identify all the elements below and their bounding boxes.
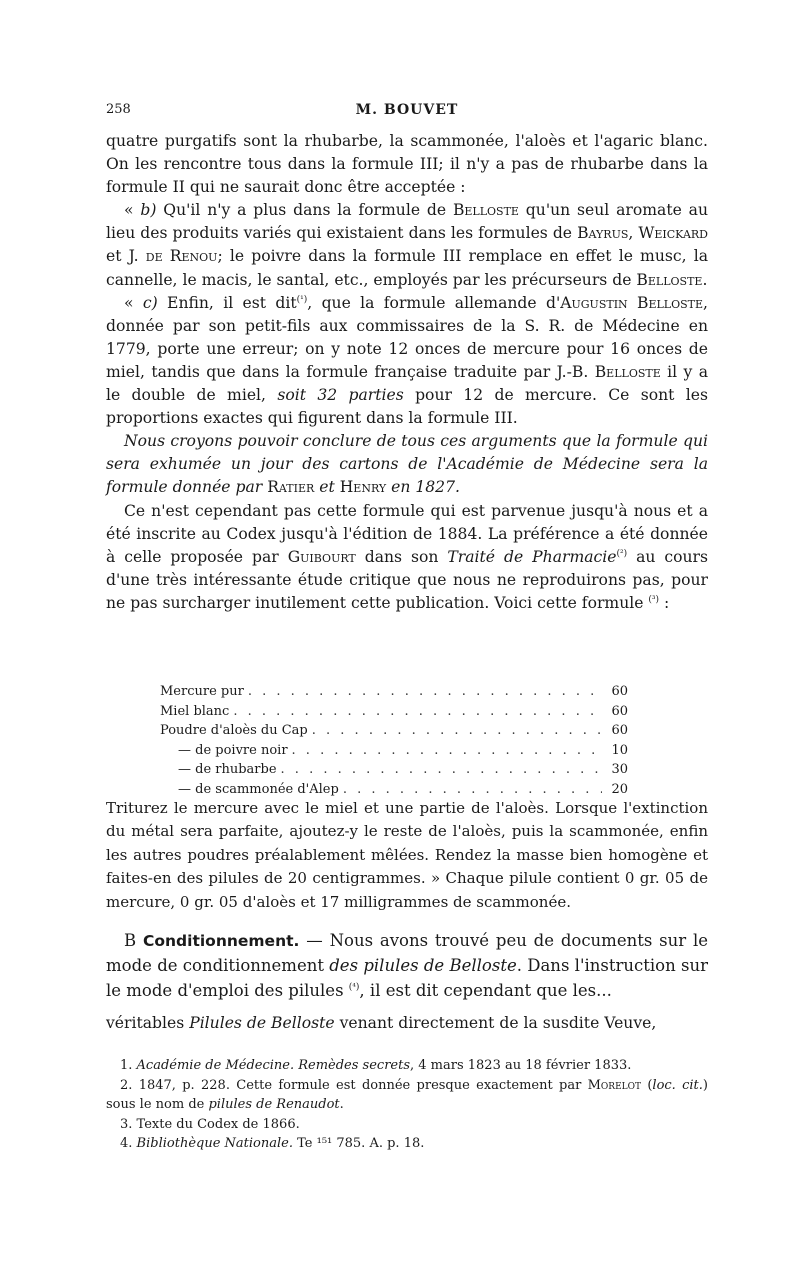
footnote-ref: (⁴) [348, 982, 360, 993]
text-run: et [314, 478, 340, 497]
text-run: Te ¹⁵¹ 785. A. p. 18. [292, 1136, 425, 1151]
ingredient-name: — de rhubarbe [178, 762, 277, 777]
italic-text: Bibliothèque Nationale. [136, 1136, 293, 1151]
ingredient-name: Poudre d'aloès du Cap [160, 723, 308, 738]
author-name: Belloste [636, 270, 703, 289]
main-text [106, 130, 708, 615]
text-run: il y a le double de miel, [106, 362, 709, 405]
ingredient-quantity: 60 [611, 684, 628, 699]
conditioning-section [106, 929, 708, 1003]
author-name: de Renou [145, 247, 218, 266]
text-run: et J. [106, 247, 146, 266]
text-run: pour 12 de mercure. Ce sont les proportions exactes qui figurent dans la formule III. [106, 386, 708, 428]
text-run: Qu'il n'y a plus dans la formule de [156, 201, 453, 220]
footnote-number: 1. [120, 1058, 133, 1073]
section-heading: Conditionnement. [142, 932, 300, 950]
recipe-row [160, 682, 628, 702]
recipe-row [160, 760, 628, 780]
continuation-line [106, 1012, 708, 1034]
conditioning-paragraph [106, 929, 708, 1003]
item-label-b: b) [140, 201, 157, 220]
text-run: ( [641, 1077, 653, 1093]
text-run: , donnée par son petit-fils aux commissaires de la S. R. de Médecine en 1779, porte une erreur; on y note 12 onces de mercure pour 16 onces de miel, tandis que dans la formule française traduite par J.-B. [106, 293, 708, 381]
text-run: — Nous avons trouvé peu de documents sur le mode de conditionnement [106, 931, 709, 975]
italic-text: des pilules de Belloste [329, 955, 517, 975]
instructions-text: Triturez le mercure avec le miel et une partie de l'aloès. Lorsque l'extinction du métal sera parfaite, ajoutez-y le reste de l'aloès, puis la scammonée, enfin les autres poudres préalablement mêlées. Rendez la masse bien homogène et faites-en des pilules de 20 centigrammes. » Chaque pilule contient 0 gr. 05 de mercure, 0 gr. 05 d'aloès et 17 milligrammes de scammonée. [106, 799, 708, 911]
footnote-ref: (¹) [296, 294, 308, 305]
dot-leader [281, 760, 602, 780]
footnote-2 [106, 1076, 708, 1115]
text-run: dans son [355, 547, 448, 566]
text-run: ) sous le nom de [106, 1077, 708, 1112]
italic-text: soit 32 parties [277, 386, 404, 405]
text-run: venant directement de la susdite Veuve, [334, 1014, 657, 1032]
preparation-instructions [106, 797, 708, 914]
footnote-number: 4. [120, 1136, 133, 1151]
author-name: Ratier [267, 478, 315, 497]
paragraph-5 [106, 500, 708, 615]
paragraph-4-conclusion [106, 430, 708, 499]
text-run: , 4 mars 1823 au 18 février 1833. [410, 1058, 632, 1073]
dot-leader [233, 702, 602, 722]
quote-mark: « [124, 201, 141, 220]
footnote-3 [106, 1115, 708, 1135]
dot-leader [292, 741, 602, 761]
text-run: , il est dit cependant que les... [359, 980, 612, 1000]
recipe-table [160, 682, 628, 799]
italic-text: pilules de Renaudot [208, 1097, 340, 1112]
text-run: Texte du Codex de 1866. [136, 1116, 300, 1132]
footnote-ref: (³) [648, 594, 660, 605]
text-run: . Dans l'instruction sur le mode d'emploi des pilules [106, 955, 708, 1000]
ingredient-name: — de poivre noir [178, 742, 288, 758]
page-number: 258 [106, 102, 131, 117]
ingredient-name: Mercure pur [160, 684, 244, 699]
italic-text: loc. cit. [652, 1077, 703, 1093]
author-name: Morelot [587, 1077, 642, 1093]
text-run: , [628, 224, 639, 243]
footnote-1 [106, 1056, 708, 1076]
footnote-ref: (²) [616, 548, 628, 559]
footnote-number: 2. [120, 1077, 133, 1093]
ingredient-quantity: 30 [611, 762, 628, 777]
text-run: Ce n'est cependant pas cette formule qui est parvenue jusqu'à nous et a été inscrite au Codex jusqu'à l'édition de 1884. La préférence a été donnée à celle proposée par [106, 501, 708, 566]
dot-leader [248, 682, 602, 702]
page-header [106, 102, 708, 124]
italic-text: Académie de Médecine. Remèdes secrets [136, 1058, 410, 1073]
recipe-row [160, 741, 628, 761]
footnote-4 [106, 1134, 708, 1154]
ingredient-quantity: 60 [611, 703, 628, 719]
text-run: en 1827. [386, 478, 460, 497]
text-run: , que la formule allemande d' [307, 293, 561, 312]
recipe-row [160, 702, 628, 722]
paragraph-1: quatre purgatifs sont la rhubarbe, la scammonée, l'aloès et l'agaric blanc. On les rencontre tous dans la formule III; il n'y a pas de rhubarbe dans la formule II qui ne saurait donc être acceptée : [106, 132, 708, 197]
text-run: qu'un seul aromate au lieu des produits variés qui existaient dans les formules de [106, 201, 708, 243]
book-title: Traité de Pharmacie [447, 547, 617, 566]
text-run: Nous croyons pouvoir conclure de tous ces arguments que la formule qui sera exhumée un jour des cartons de l'Académie de Médecine sera la formule donnée par [106, 432, 708, 497]
paragraph-3 [106, 292, 708, 431]
author-name: Belloste [452, 201, 519, 220]
text-run: : [659, 593, 670, 612]
footnote-number: 3. [120, 1116, 133, 1132]
ingredient-quantity: 60 [611, 723, 628, 738]
dot-leader [312, 721, 602, 741]
author-name: Guibourt [287, 547, 356, 566]
ingredient-quantity: 20 [611, 781, 628, 797]
author-name: Belloste [594, 362, 661, 381]
text-run: . [339, 1097, 344, 1112]
text-run: . [702, 270, 708, 289]
section-letter: B [124, 931, 137, 950]
ingredient-name: — de scammonée d'Alep [178, 781, 339, 797]
continuation-paragraph [106, 1012, 708, 1034]
author-name: Henry [339, 478, 387, 497]
author-name: Weickard [638, 224, 708, 243]
text-run: Enfin, il est dit [157, 293, 297, 312]
paragraph-2 [106, 199, 708, 291]
item-label-c: c) [142, 293, 158, 312]
italic-text: Pilules de Belloste [189, 1014, 335, 1032]
quote-mark: « [124, 293, 143, 312]
text-run: 1847, p. 228. Cette formule est donnée presque exactement par [138, 1077, 588, 1093]
text-run: au cours d'une très intéressante étude critique que nous ne reproduirons pas, pour ne pas surcharger inutilement cette publication. Voici cette formule [106, 547, 708, 612]
running-title: M. BOUVET [355, 102, 459, 118]
footnotes [106, 1056, 708, 1154]
ingredient-name: Miel blanc [160, 703, 230, 719]
text-run: véritables [106, 1014, 190, 1032]
ingredient-quantity: 10 [611, 742, 628, 758]
author-name: Bayrus [577, 224, 629, 243]
text-run: ; le poivre dans la formule III remplace en effet le musc, la cannelle, le macis, le santal, etc., employés par les précurseurs de [106, 247, 709, 289]
recipe-row [160, 721, 628, 741]
author-name: Augustin Belloste [560, 293, 704, 312]
